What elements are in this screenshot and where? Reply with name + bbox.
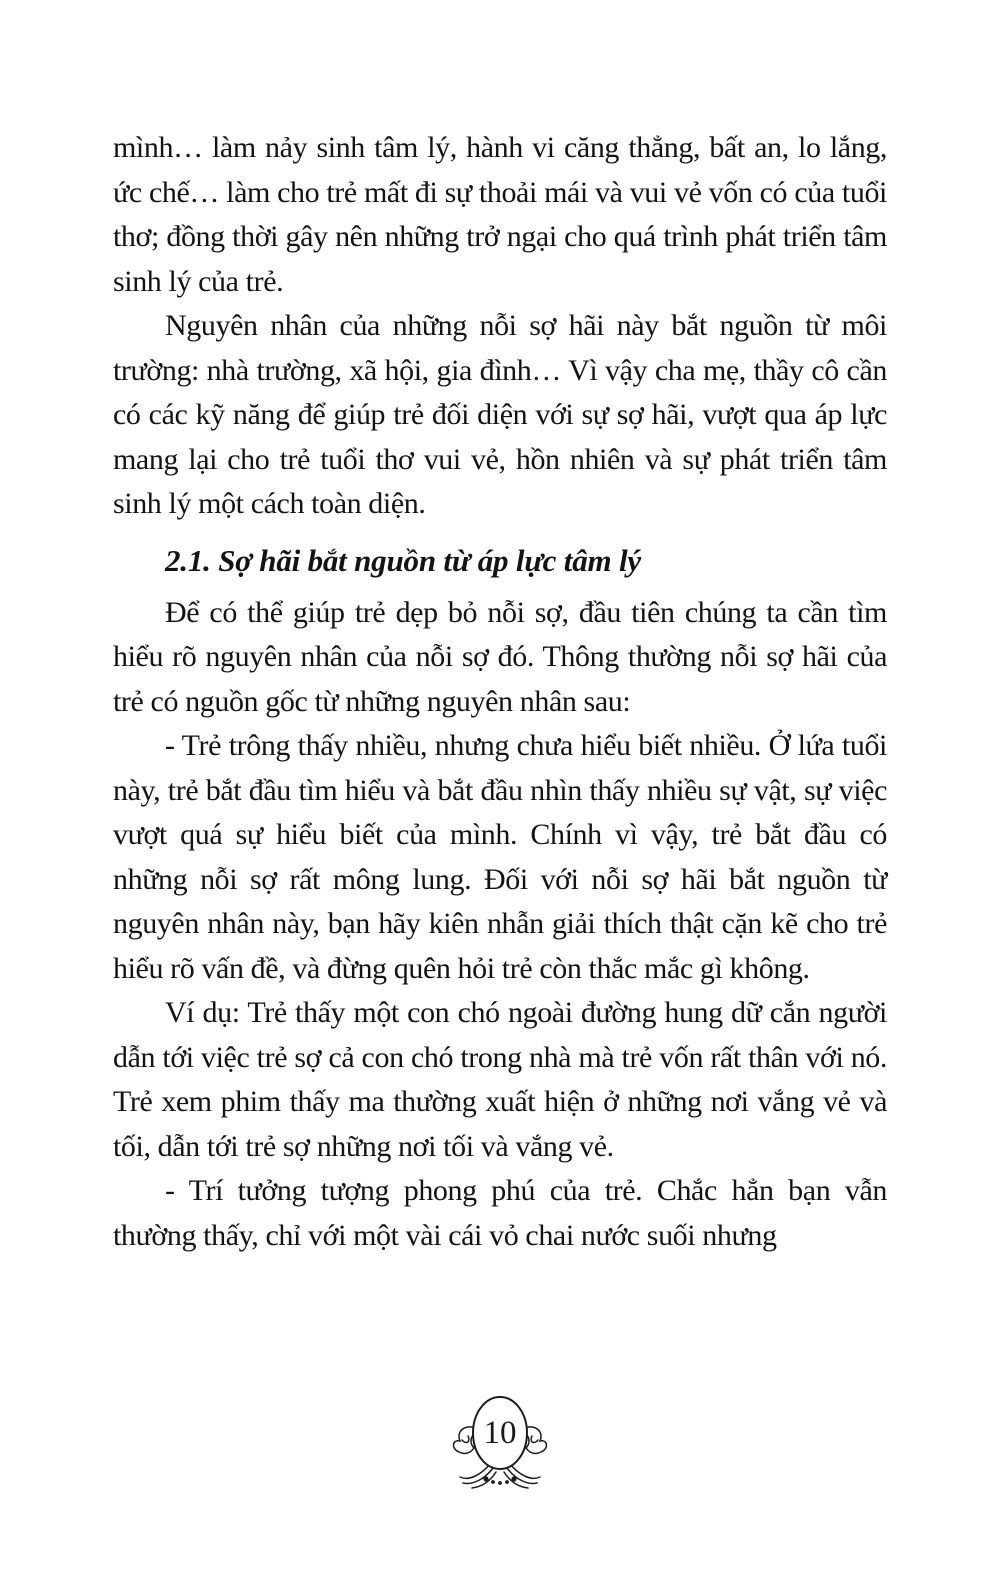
paragraph-list-item: - Trí tưởng tượng phong phú của trẻ. Chắc hẳn bạn vẫn thường thấy, chỉ với một vài cái vỏ chai nước suối nhưng [113,1174,887,1252]
paragraph-continuation: mình… làm nảy sinh tâm lý, hành vi căng thẳng, bất an, lo lắng, ức chế… làm cho trẻ mất đi sự thoải mái và vui vẻ vốn có của tuổi thơ; đồng thời gây nên những trở ngại cho quá trình phát triển tâm sinh lý của trẻ. [113,131,887,298]
paragraph-list-item: - Trẻ trông thấy nhiều, nhưng chưa hiểu biết nhiều. Ở lứa tuổi này, trẻ bắt đầu tìm hiểu và bắt đầu nhìn thấy nhiều sự vật, sự việc vượt quá sự hiểu biết của mình. Chính vì vậy, trẻ bắt đầu có những nỗi sợ rất mông lung. Đối với nỗi sợ hãi bắt nguồn từ nguyên nhân này, bạn hãy kiên nhẫn giải thích thật cặn kẽ cho trẻ hiểu rõ vấn đề, và đừng quên hỏi trẻ còn thắc mắc gì không. [113,729,887,985]
page-content [113,126,887,1258]
section-heading: 2.1. Sợ hãi bắt nguồn từ áp lực tâm lý [165,542,641,578]
page-number: 10 [483,1414,517,1451]
page-footer [0,1394,1000,1490]
paragraph-example: Ví dụ: Trẻ thấy một con chó ngoài đường hung dữ cắn người dẫn tới việc trẻ sợ cả con chó trong nhà mà trẻ vốn rất thân với nó. Trẻ xem phim thấy ma thường xuất hiện ở những nơi vắng vẻ và tối, dẫn tới trẻ sợ những nơi tối và vắng vẻ. [113,996,887,1163]
paragraph: Nguyên nhân của những nỗi sợ hãi này bắt nguồn từ môi trường: nhà trường, xã hội, gia đình… Vì vậy cha mẹ, thầy cô cần có các kỹ năng để giúp trẻ đối diện với sự sợ hãi, vượt qua áp lực mang lại cho trẻ tuổi thơ vui vẻ, hồn nhiên và sự phát triển tâm sinh lý một cách toàn diện. [113,309,887,520]
paragraph: Để có thể giúp trẻ dẹp bỏ nỗi sợ, đầu tiên chúng ta cần tìm hiểu rõ nguyên nhân của nỗi sợ đó. Thông thường nỗi sợ hãi của trẻ có nguồn gốc từ những nguyên nhân sau: [113,595,887,718]
page-number-ornament [450,1394,550,1490]
